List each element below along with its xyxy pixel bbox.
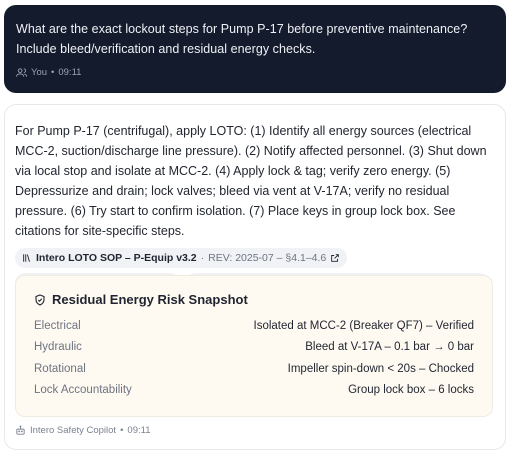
snapshot-value: Isolated at MCC-2 (Breaker QF7) – Verified	[253, 319, 474, 332]
snapshot-label: Hydraulic	[34, 341, 82, 354]
snapshot-value: Impeller spin-down < 20s – Chocked	[287, 362, 474, 375]
snapshot-row	[34, 380, 474, 402]
snapshot-row	[34, 337, 474, 359]
user-author: You	[31, 67, 48, 78]
assistant-message-text: For Pump P-17 (centrifugal), apply LOTO: (1) Identify all energy sources (electrical MCC-2, suction/discharge line pressure). (2) Notify affected personnel. (3) Shut down via local stop and isolate at MCC-2. (4) Apply lock & tag; verify zero energy. (5) Depressurize and drain; lock valves; bleed via vent at V-17A; verify no residual pressure. (6) Try start to confirm isolation. (7) Place keys in group lock box. See citations for site-specific steps.	[15, 124, 487, 238]
shield-icon	[34, 294, 46, 306]
snapshot-title-text: Residual Energy Risk Snapshot	[52, 292, 248, 307]
user-message	[4, 5, 506, 93]
snapshot-label: Rotational	[34, 362, 86, 375]
users-icon	[16, 67, 27, 78]
external-link-icon	[330, 253, 340, 263]
snapshot-label: Lock Accountability	[34, 384, 132, 397]
snapshot-label: Electrical	[34, 319, 81, 332]
library-icon	[22, 253, 32, 263]
snapshot-title	[34, 292, 474, 307]
snapshot-value: Bleed at V-17A – 0.1 bar → 0 bar	[305, 341, 474, 354]
user-message-meta	[16, 67, 81, 78]
assistant-time: 09:11	[127, 425, 151, 436]
residual-energy-snapshot	[15, 275, 493, 417]
user-message-text: What are the exact lockout steps for Pump P-17 before preventive maintenance? Include bleed/verification and residual energy checks.	[16, 22, 468, 56]
citation-chip-loto-sop[interactable]	[15, 248, 347, 268]
user-time: 09:11	[58, 67, 82, 78]
assistant-message	[4, 104, 506, 450]
meta-separator: •	[120, 425, 124, 436]
snapshot-value: Group lock box – 6 locks	[348, 384, 474, 397]
meta-separator: •	[51, 67, 55, 78]
assistant-message-meta	[15, 425, 150, 436]
meta-separator: ·	[200, 252, 205, 264]
snapshot-row	[34, 315, 474, 337]
citation-title: Intero LOTO SOP – P-Equip v3.2	[36, 252, 197, 264]
bot-icon	[15, 425, 26, 436]
citation-meta: REV: 2025-07 – §4.1–4.6	[208, 252, 327, 264]
snapshot-row	[34, 358, 474, 380]
assistant-author: Intero Safety Copilot	[30, 425, 117, 436]
